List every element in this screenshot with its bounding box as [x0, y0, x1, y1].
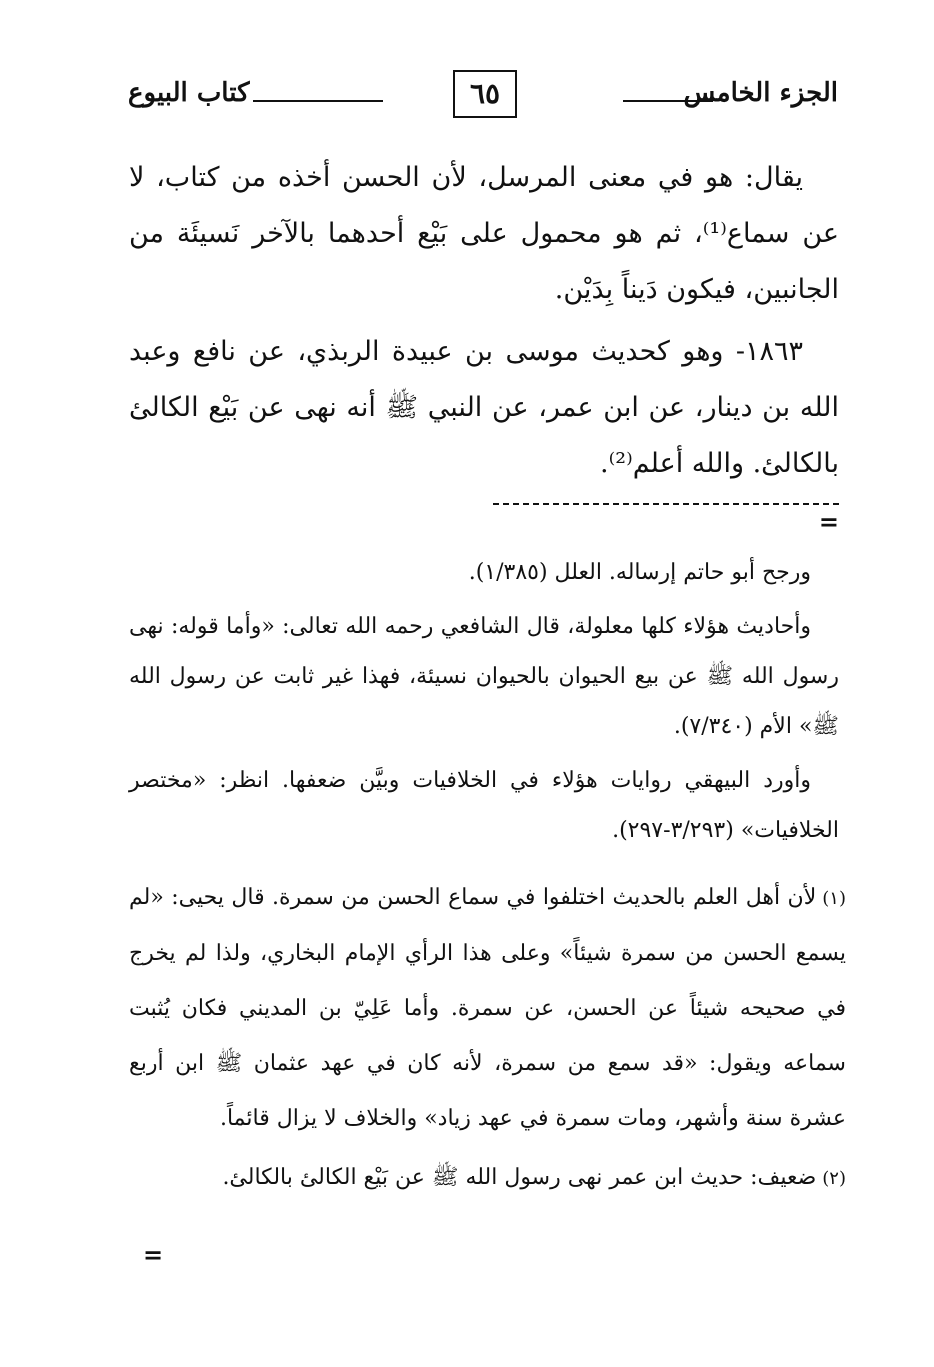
note-paragraph: ورجح أبو حاتم إرساله. العلل (١/٣٨٥).: [468, 560, 811, 585]
part-title: الجزء الخامس: [683, 78, 838, 108]
continued-notes: [129, 548, 839, 860]
note-paragraph: وأحاديث هؤلاء كلها معلولة، قال الشافعي رحمه الله تعالى: «وأما قوله: نهى رسول الله ﷺ عن بيع الحيوان بالحيوان نسيئة، فهذا غير ثابت عن رسول الله ﷺ» الأم (٧/٣٤٠).: [129, 614, 839, 739]
footnote-2: [129, 1150, 846, 1206]
main-paragraph: يقال: هو في معنى المرسل، لأن الحسن أخذه من كتاب، لا عن سماع⁽¹⁾، ثم هو محمول على بَيْع أحدهما بالآخر نَسيئَة من الجانبين، فيكون دَيناً بِدَيْن.: [129, 162, 839, 305]
page-number: ٦٥: [453, 70, 517, 118]
footnote-number: (٢): [822, 1168, 846, 1189]
header-rule-left: [253, 100, 383, 102]
header-rule-right: [623, 100, 713, 102]
main-text: [129, 150, 839, 498]
footnote-text: ضعيف: حديث ابن عمر نهى رسول الله ﷺ عن بَيْع الكالئ بالكالئ.: [222, 1165, 817, 1190]
footnote-text: لأن أهل العلم بالحديث اختلفوا في سماع الحسن من سمرة. قال يحيى: «لم يسمع الحسن من سمرة شيئاً» وعلى هذا الرأي الإمام البخاري، ولذا لم يخرج في صحيحه شيئاً عن الحسن، عن سمرة. وأما عَلِيّ بن المديني فكان يُثبت سماعه ويقول: «قد سمع من سمرة، لأنه كان في عهد عثمان ﷺ ابن أربع عشرة سنة وأشهر، ومات سمرة في عهد زياد» والخلاف لا يزال قائماً.: [129, 885, 846, 1131]
continuation-mark-top: =: [818, 507, 839, 536]
book-title: كتاب البيوع: [128, 78, 250, 108]
footnotes: [129, 870, 846, 1210]
hadith-paragraph: ١٨٦٣- وهو كحديث موسى بن عبيدة الربذي، عن نافع وعبد الله بن دينار، عن ابن عمر، عن النبي ﷺ أنه نهى عن بَيْع الكالئ بالكالئ. والله أعلم⁽²⁾.: [129, 336, 839, 479]
continuation-mark-bottom: =: [143, 1240, 164, 1269]
page-header: [128, 70, 838, 122]
note-paragraph: وأورد البيهقي روايات هؤلاء في الخلافيات وبيَّن ضعفها. انظر: «مختصر الخلافيات» (٣/٢٩٣-٢٩٧).: [129, 768, 839, 843]
footnote-number: (١): [822, 888, 846, 909]
notes-divider: [493, 503, 839, 505]
footnote-1: [129, 870, 846, 1146]
